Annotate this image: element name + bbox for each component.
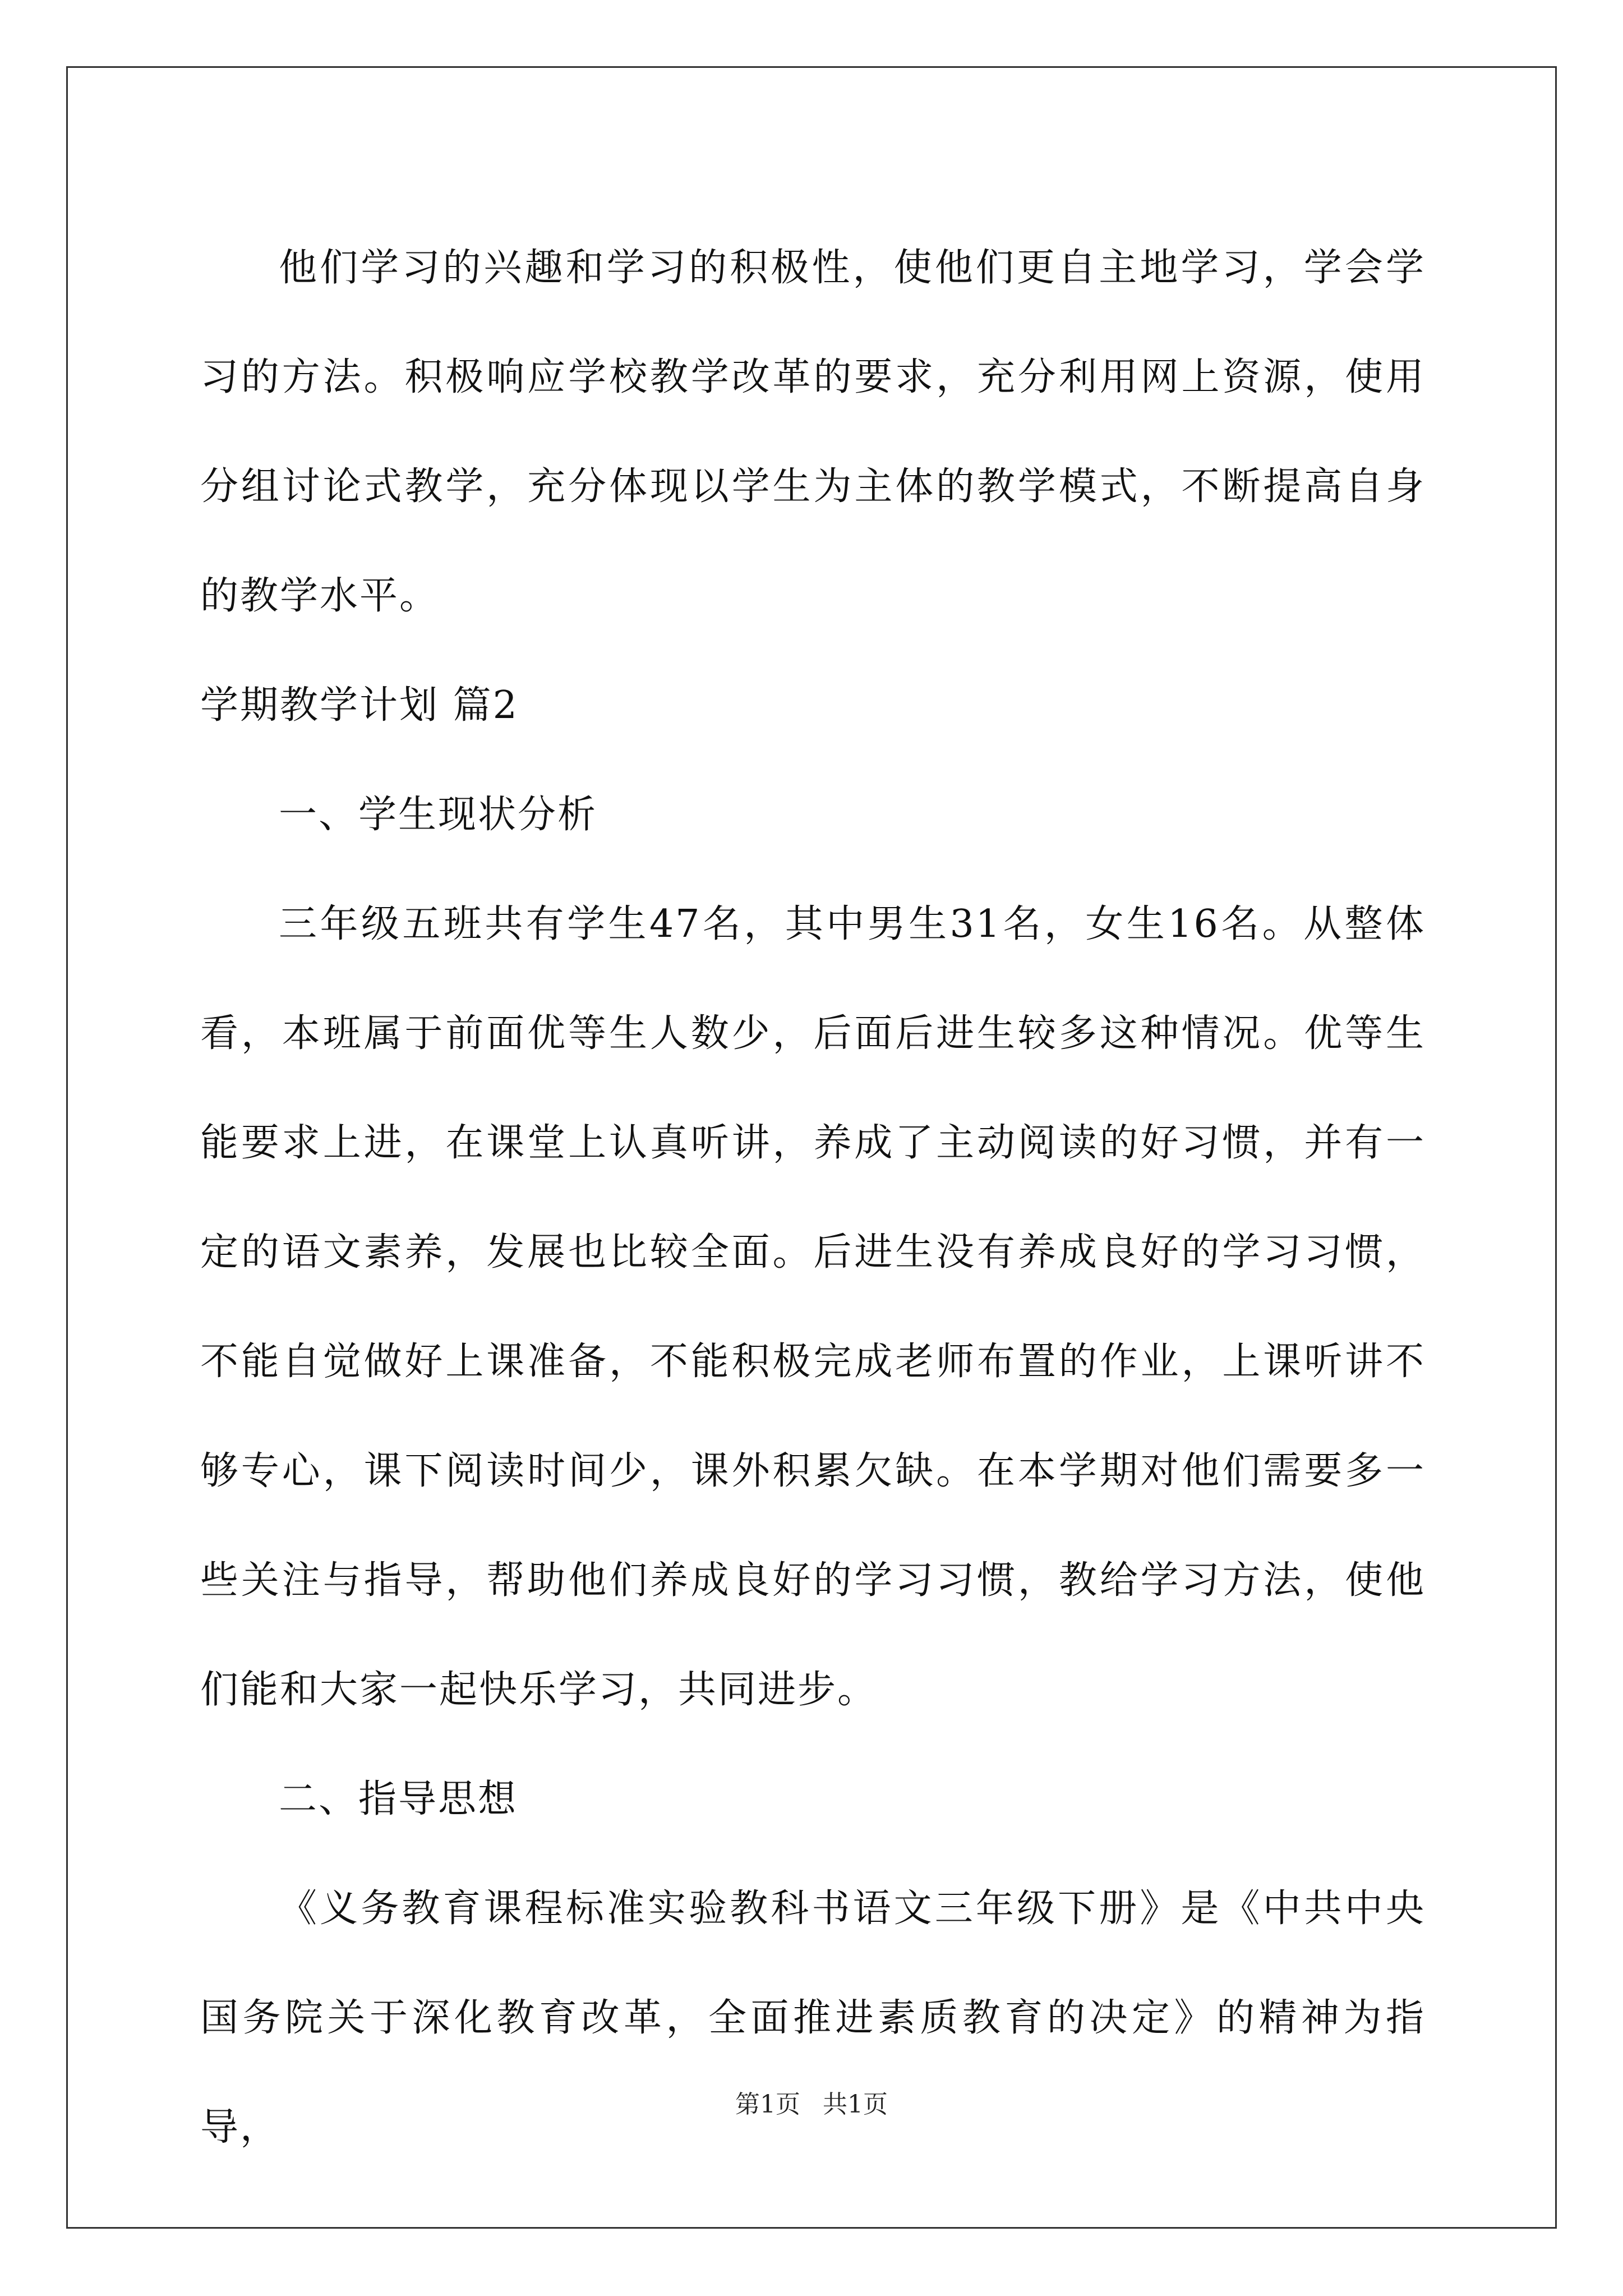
section-title: 学期教学计划 篇2 xyxy=(200,683,519,728)
document-body xyxy=(200,213,1426,2182)
page-number-total: 共1页 xyxy=(823,2090,888,2119)
paragraph-student-analysis: 三年级五班共有学生47名，其中男生31名，女生16名。从整体看，本班属于前面优等生人数少，后面后进生较多这种情况。优等生能要求上进，在课堂上认真听讲，养成了主动阅读的好习惯，并有一定的语文素养，发展也比较全面。后进生没有养成良好的学习习惯，不能自觉做好上课准备，不能积极完成老师布置的作业，上课听讲不够专心，课下阅读时间少，课外积累欠缺。在本学期对他们需要多一些关注与指导，帮助他们养成良好的学习习惯，教给学习方法，使他们能和大家一起快乐学习，共同进步。 xyxy=(200,902,1426,1712)
subheading-guiding-ideology: 二、指导思想 xyxy=(279,1777,518,1821)
page-footer xyxy=(0,2084,1623,2120)
paragraph-intro: 他们学习的兴趣和学习的积极性，使他们更自主地学习，学会学习的方法。积极响应学校教学改革的要求，充分利用网上资源，使用分组讨论式教学，充分体现以学生为主体的教学模式，不断提高自身的教学水平。 xyxy=(200,246,1426,618)
paragraph-guiding-ideology: 《义务教育课程标准实验教科书语文三年级下册》是《中共中央国务院关于深化教育改革，全面推进素质教育的决定》的精神为指导， xyxy=(200,1887,1426,2150)
subheading-student-analysis: 一、学生现状分析 xyxy=(279,793,598,837)
page-number-current: 第1页 xyxy=(735,2090,800,2119)
